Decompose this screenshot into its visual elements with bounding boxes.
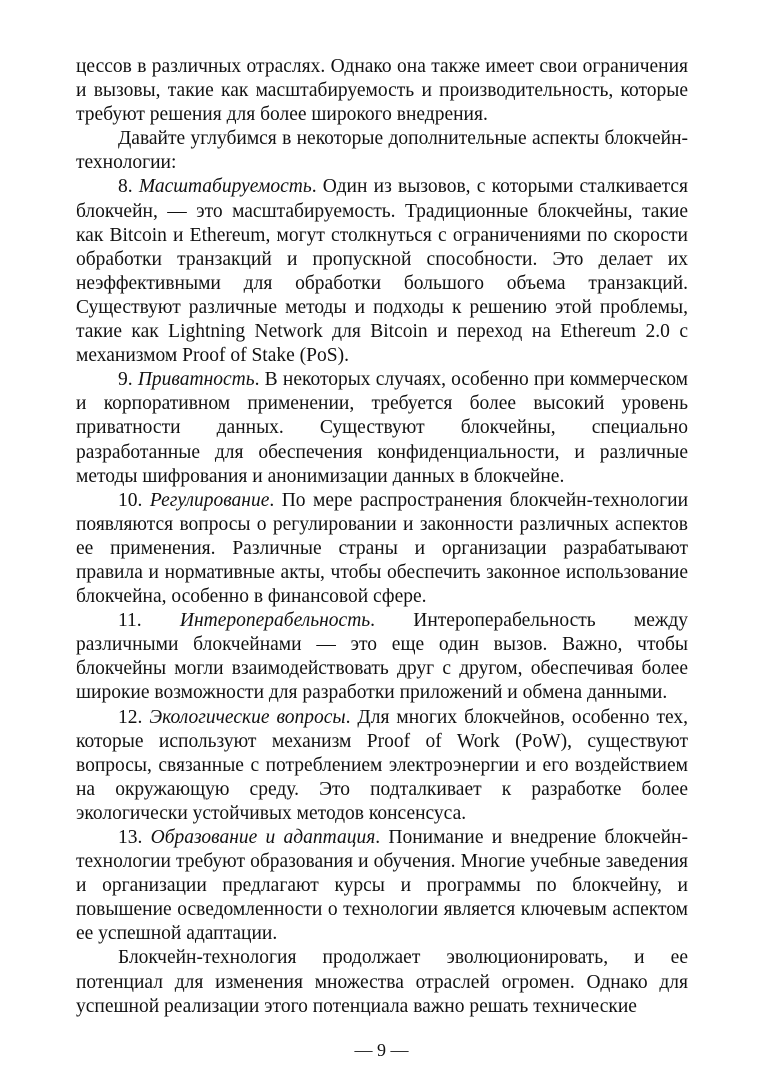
list-item: [76, 706, 688, 826]
item-text: . Понимание и внедрение блокчейн-технологии требуют образования и обучения. Многие учебные заведения и организации предлагают курсы и программы по блокчейну, и повышение осведомленности о технологии является ключевым аспектом ее успешной адаптации.: [76, 827, 688, 945]
item-title: Интероперабельность: [179, 610, 371, 632]
item-title: Масштабируемость: [138, 176, 312, 198]
item-number: 12.: [118, 706, 143, 728]
item-number: 13.: [118, 827, 143, 848]
item-number: 10.: [118, 489, 143, 511]
item-title: Экологические вопросы: [149, 706, 346, 728]
page-number: — 9 —: [354, 1040, 409, 1060]
opening-paragraph: цессов в различных отраслях. Однако она также имеет свои ограничения и вызовы, такие как масштабируемость и производительность, которые требуют решения для более широкого внедрения.: [76, 56, 688, 126]
item-title: Регулирование: [149, 489, 270, 511]
item-text: . Для многих блокчейнов, особенно тех, которые используют механизм Proof of Work (PoW), существуют вопросы, связанные с потреблением электроэнергии и его воздействием на окружающую среду. Это подталкивает к разработке более экологически устойчивых методов консенсуса.: [76, 706, 688, 824]
page-body: [76, 55, 688, 1019]
item-text: . В некоторых случаях, особенно при коммерческом и корпоративном применении, требуется более высокий уровень приватности данных. Существуют блокчейны, специально разработанные для обеспечения конфиденциальности, и различные методы шифрования и анонимизации данных в блокчейне.: [76, 369, 689, 487]
list-item: [76, 826, 688, 946]
item-number: 9.: [118, 369, 133, 391]
item-number: 11.: [118, 610, 142, 632]
item-text: . Один из вызовов, с которыми сталкивается блокчейн, — это масштабируемость. Традиционные блокчейны, такие как Bitcoin и Ethereum, могут столкнуться с ограничениями по скорости обработки транзакций и пропускной способности. Это делает их неэффективными для обработки большого объема транзакций. Существуют различные методы и подходы к решению этой проблемы, такие как Lightning Network для Bitcoin и переход на Ethereum 2.0 с механизмом Proof of Stake (PoS).: [76, 176, 689, 367]
item-text: . По мере распространения блокчейн-технологии появляются вопросы о регулировании и законности различных аспектов ее применения. Различные страны и организации разрабатывают правила и нормативные акты, чтобы обеспечить законное использование блокчейна, особенно в финансовой сфере.: [76, 489, 689, 608]
item-title: Образование и адаптация: [150, 827, 376, 848]
item-number: 8.: [118, 176, 133, 198]
closing-paragraph: Блокчейн-технология продолжает эволюционировать, и ее потенциал для изменения множества отраслей огромен. Однако для успешной реализации этого потенциала важно решать технические: [76, 947, 688, 1017]
item-title: Приватность: [137, 369, 255, 391]
list-item: [76, 368, 688, 488]
item-text: . Интероперабельность между различными блокчейнами — это еще один вызов. Важно, чтобы блокчейны могли взаимодействовать друг с другом, обеспечивая более широкие возможности для разработки приложений и обмена данными.: [76, 610, 688, 704]
list-item: [76, 609, 688, 705]
intro-paragraph: Давайте углубимся в некоторые дополнительные аспекты блокчейн-технологии:: [76, 128, 688, 174]
list-item: [76, 489, 688, 609]
list-item: [76, 175, 688, 368]
